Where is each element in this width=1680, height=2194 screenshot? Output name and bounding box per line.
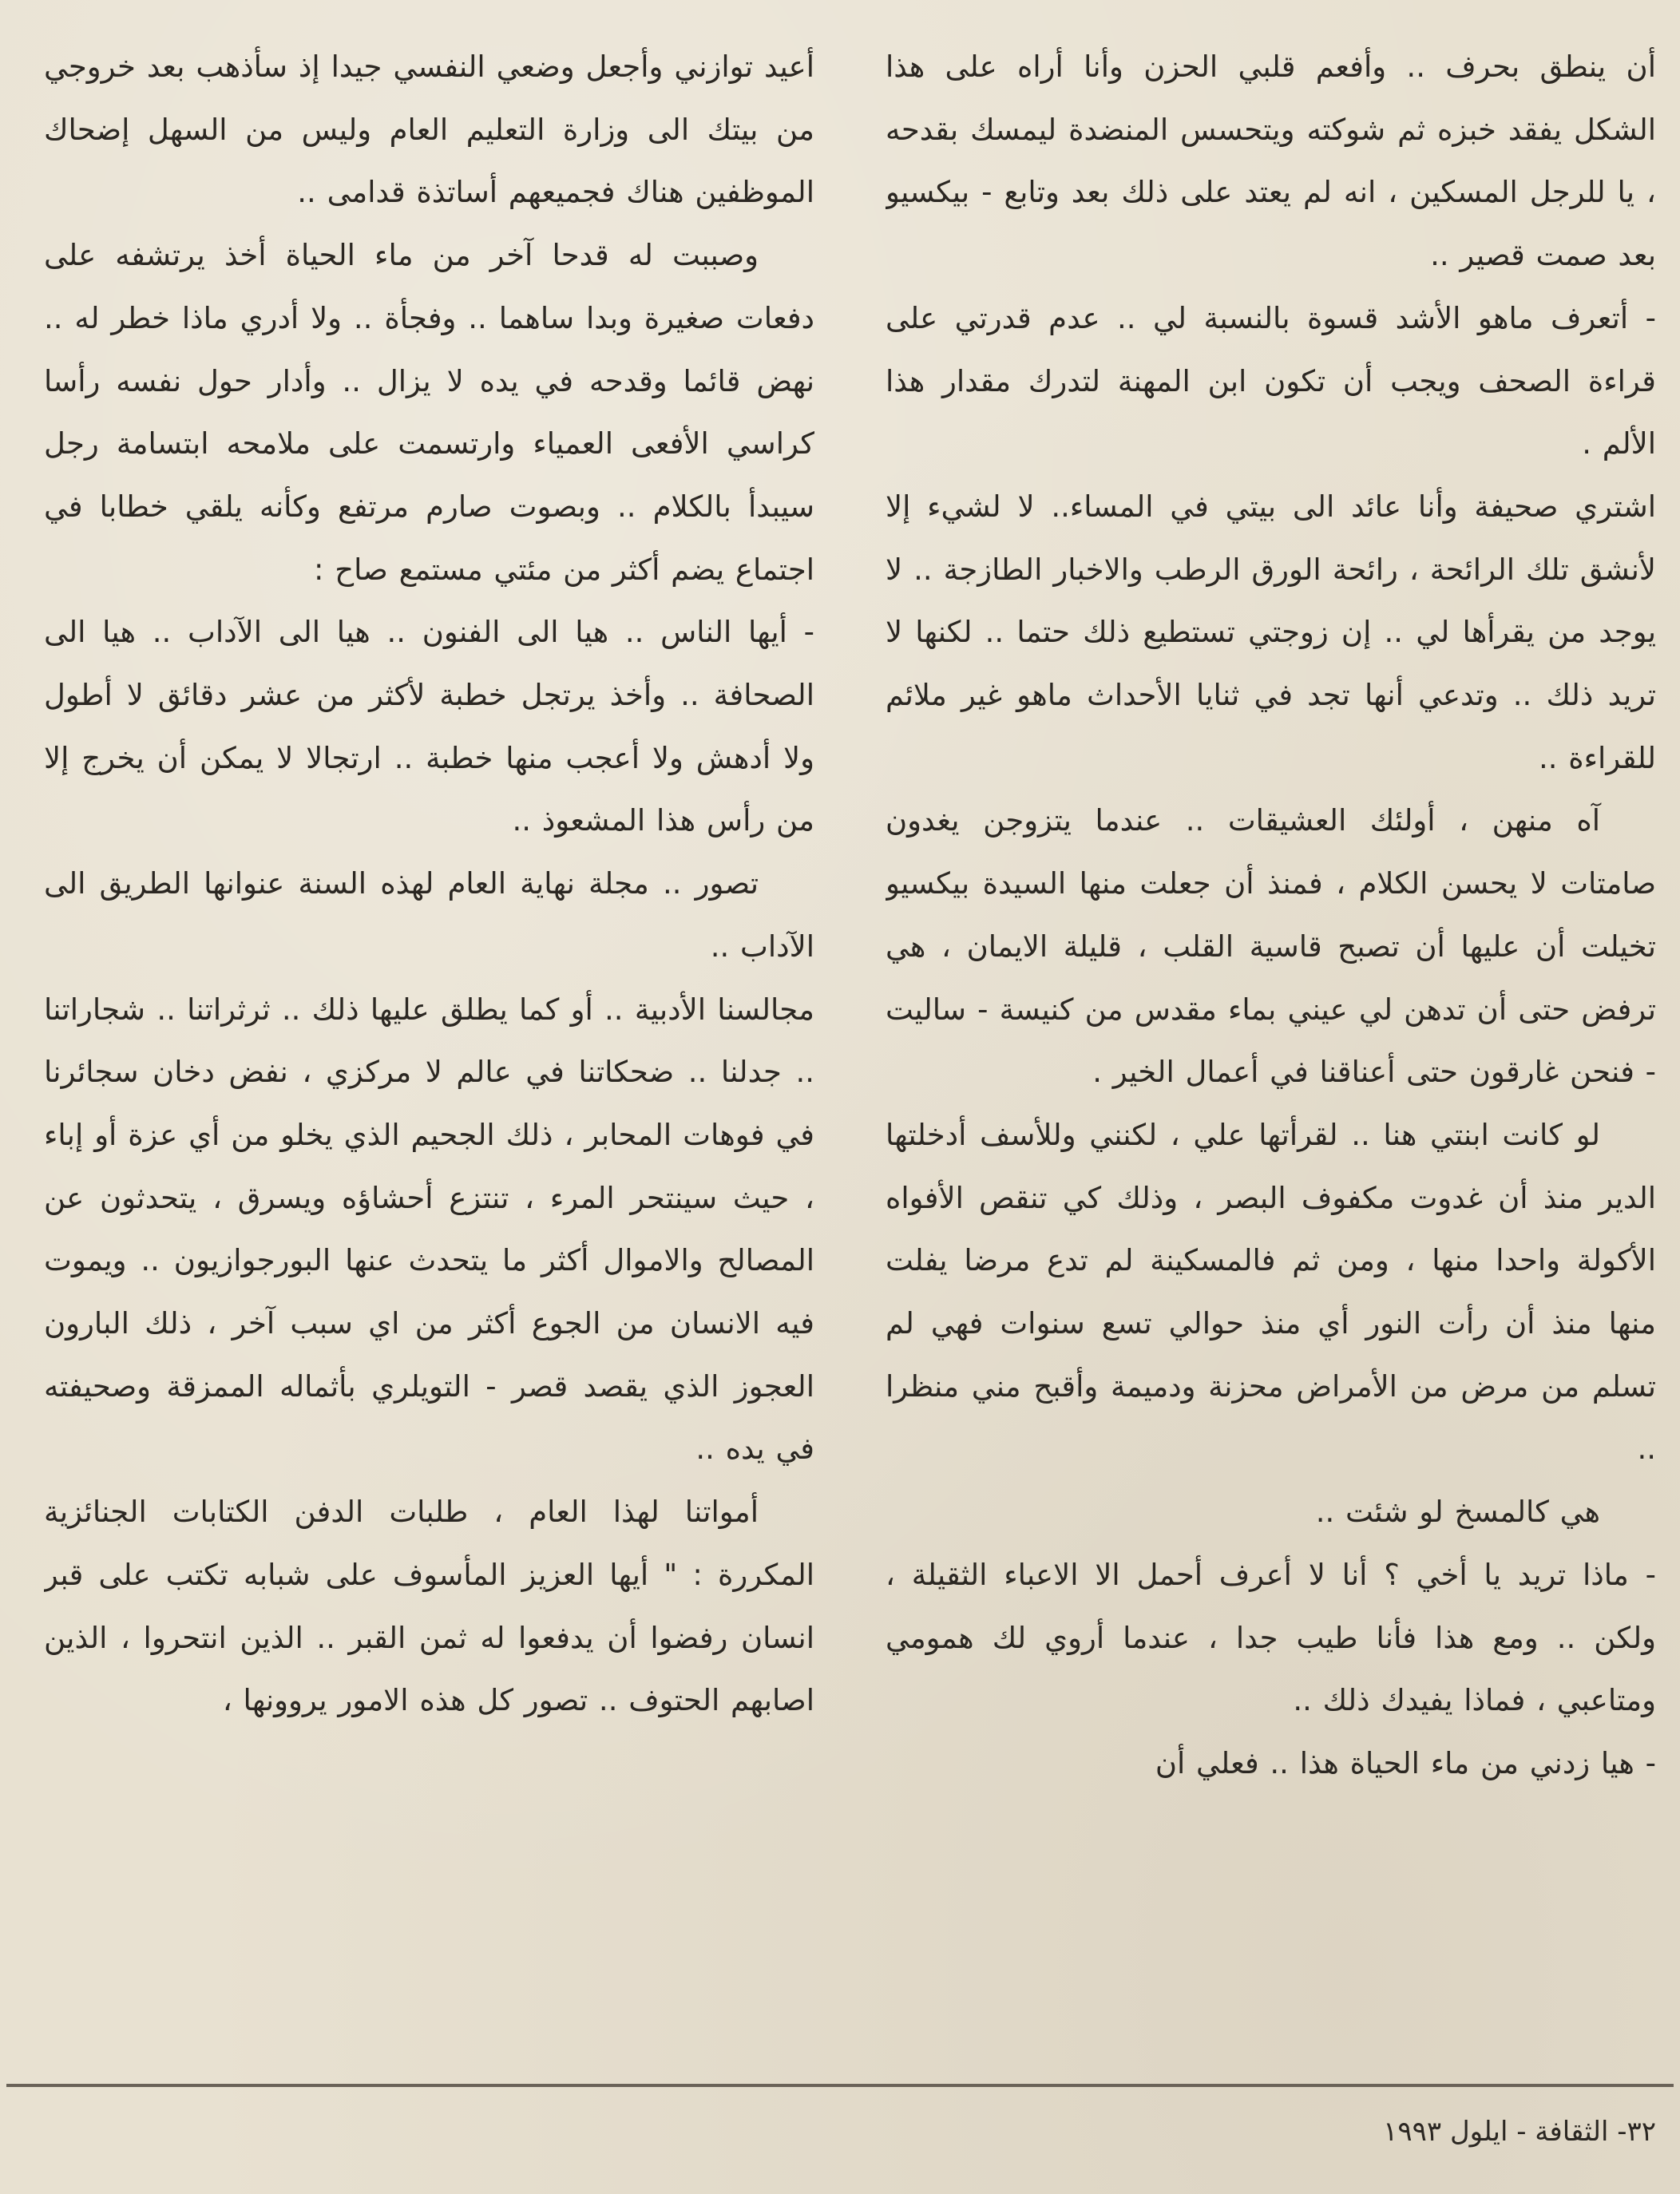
left-column: [44, 36, 814, 2112]
paragraph: اشتري صحيفة وأنا عائد الى بيتي في المساء.. لا لشيء إلا لأنشق تلك الرائحة ، رائحة الورق الرطب والاخبار الطازجة .. لا يوجد من يقرأها لي .. إن زوجتي تستطيع ذلك حتما .. لكنها لا تريد ذلك .. وتدعي أنها تجد في ثنايا الأحداث ماهو غير ملائم للقراءة ..: [886, 489, 1656, 775]
paragraph: - ماذا تريد يا أخي ؟ أنا لا أعرف أحمل الا الاعباء الثقيلة ، ولكن .. ومع هذا فأنا طيب جدا ، عندما أروي لك همومي ومتاعبي ، فماذا يفيدك ذلك ..: [886, 1557, 1656, 1718]
paragraph: هي كالمسخ لو شئت ..: [1315, 1495, 1600, 1530]
paragraph: وصببت له قدحا آخر من ماء الحياة أخذ يرتشفه على دفعات صغيرة وبدا ساهما .. وفجأة .. ولا أدري ماذا خطر له .. نهض قائما وقدحه في يده لا يزال .. وأدار حول نفسه رأسا كراسي الأفعى العمياء وارتسمت على ملامحه ابتسامة رجل سيبدأ بالكلام .. وبصوت صارم مرتفع وكأنه يلقي خطابا في اجتماع يضم أكثر من مئتي مستمع صاح :: [44, 238, 814, 587]
paragraph: أعيد توازني وأجعل وضعي النفسي جيدا إذ سأذهب بعد خروجي من بيتك الى وزارة التعليم العام وليس من السهل إضحاك الموظفين هناك فجميعهم أساتذة قدامى ..: [44, 50, 814, 210]
paragraph: آه منهن ، أولئك العشيقات .. عندما يتزوجن يغدون صامتات لا يحسن الكلام ، فمنذ أن جعلت منها السيدة بيكسيو تخيلت أن عليها أن تصبح قاسية القلب ، قليلة الايمان ، هي ترفض حتى أن تدهن لي عيني بماء مقدس من كنيسة - ساليت - فنحن غارقون حتى أعناقنا في أعمال الخير .: [886, 803, 1656, 1090]
footer-divider: [6, 2084, 1674, 2087]
paragraph: تصور .. مجلة نهاية العام لهذه السنة عنوانها الطريق الى الآداب ..: [44, 866, 814, 964]
paragraph: - هيا زدني من ماء الحياة هذا .. فعلي أن: [1155, 1745, 1656, 1780]
paragraph: مجالسنا الأدبية .. أو كما يطلق عليها ذلك .. ثرثراتنا .. شجاراتنا .. جدلنا .. ضحكاتنا في عالم لا مركزي ، نفض دخان سجائرنا في فوهات المحابر ، ذلك الجحيم الذي يخلو من أي عزة أو إباء ، حيث سينتحر المرء ، تنتزع أحشاؤه ويسرق ، يتحدثون عن المصالح والاموال أكثر ما يتحدث عنها البورجوازيون .. ويموت فيه الانسان من الجوع أكثر من اي سبب آخر ، ذلك البارون العجوز الذي يقصد قصر - التويلري بأثماله الممزقة وصحيفته في يده ..: [44, 992, 814, 1467]
paragraph: - أيها الناس .. هيا الى الفنون .. هيا الى الآداب .. هيا الى الصحافة .. وأخذ يرتجل خطبة لأكثر من عشر دقائق لا أطول ولا أدهش ولا أعجب منها خطبة .. ارتجالا لا يمكن أن يخرج إلا من رأس هذا المشعوذ ..: [44, 615, 814, 838]
paragraph: أن ينطق بحرف .. وأفعم قلبي الحزن وأنا أراه على هذا الشكل يفقد خبزه ثم شوكته ويتحسس المنضدة ليمسك بقدحه ، يا للرجل المسكين ، انه لم يعتد على ذلك بعد وتابع - بيكسيو بعد صمت قصير ..: [886, 50, 1656, 273]
paragraph: - أتعرف ماهو الأشد قسوة بالنسبة لي .. عدم قدرتي على قراءة الصحف ويجب أن تكون ابن المهنة لتدرك مقدار هذا الألم .: [886, 300, 1656, 461]
page-footer: ٣٢- الثقافة - ايلول ١٩٩٣: [1383, 2116, 1656, 2148]
right-column: [886, 36, 1656, 2112]
paragraph: لو كانت ابنتي هنا .. لقرأتها علي ، لكنني وللأسف أدخلتها الدير منذ أن غدوت مكفوف البصر ، وذلك كي تنقص الأفواه الأكولة واحدا منها ، ومن ثم فالمسكينة لم تدع مرضا يفلت منها منذ أن رأت النور أي منذ حوالي تسع سنوات فهي لم تسلم من مرض من الأمراض محزنة ودميمة وأقبح مني منظرا ..: [886, 1117, 1656, 1467]
paragraph: أمواتنا لهذا العام ، طلبات الدفن الكتابات الجنائزية المكررة : " أيها العزيز المأسوف على شبابه تكتب على قبر انسان رفضوا أن يدفعوا له ثمن القبر .. الذين انتحروا ، الذين اصابهم الحتوف .. تصور كل هذه الامور يروونها ،: [44, 1495, 814, 1718]
